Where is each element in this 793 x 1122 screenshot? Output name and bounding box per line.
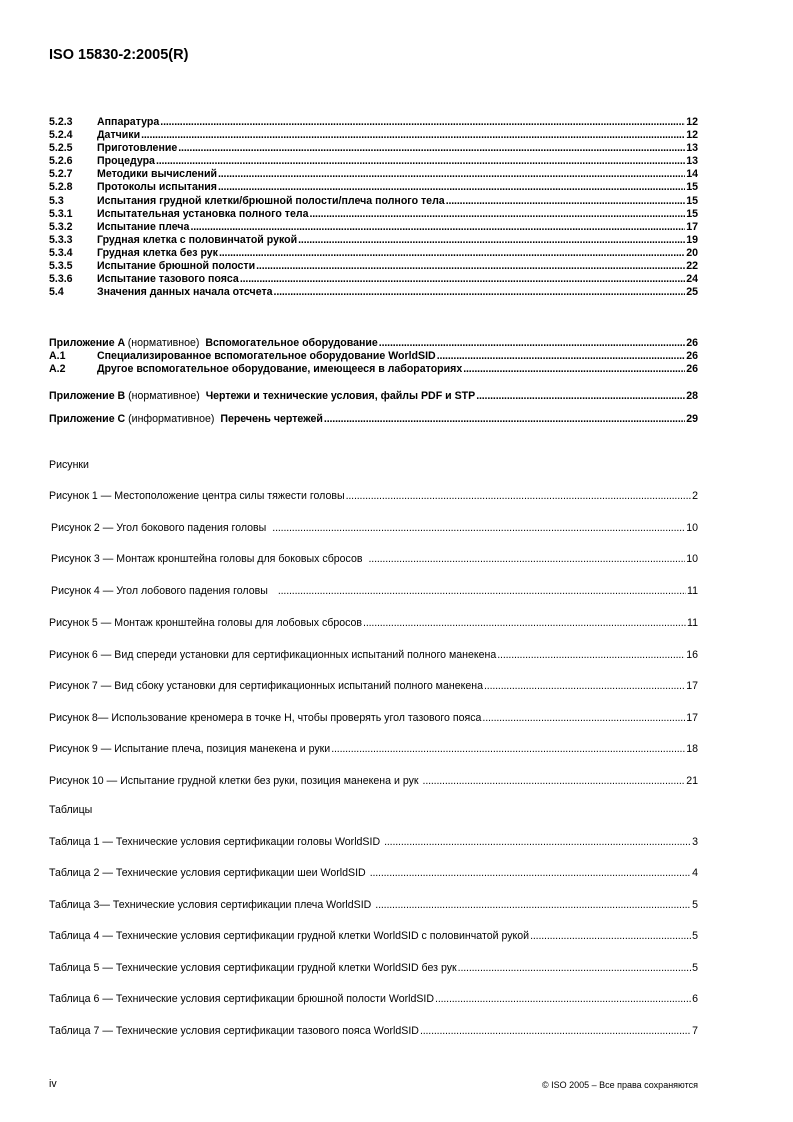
- annex-title: Чертежи и технические условия, файлы PDF и STP: [205, 390, 476, 402]
- dot-leader: [463, 363, 685, 376]
- dot-leader: [240, 273, 685, 286]
- page-number: 12: [686, 116, 698, 128]
- toc-entry[interactable]: [49, 234, 698, 247]
- page-number: 16: [686, 649, 698, 661]
- table-title: Таблица 4 — Технические условия сертификации грудной клетки WorldSID с половинчатой рукой: [49, 930, 530, 942]
- dot-leader: [331, 743, 685, 756]
- toc-entry[interactable]: [49, 363, 698, 376]
- dot-leader: [363, 617, 686, 630]
- toc-entry-annex-c[interactable]: [49, 413, 698, 426]
- figure-title: Рисунок 10 — Испытание грудной клетки без руки, позиция манекена и рук: [49, 775, 419, 787]
- page-number: 2: [692, 490, 698, 502]
- annex-title-group: [49, 337, 378, 350]
- page-number: 26: [686, 363, 698, 376]
- annex-label: Приложение B: [49, 390, 126, 402]
- dot-leader: [218, 168, 685, 181]
- page-number: 29: [686, 413, 698, 425]
- annex-kind: (нормативное): [127, 337, 200, 349]
- dot-leader: [530, 930, 691, 943]
- tables-heading: Таблицы: [49, 804, 93, 816]
- figure-title: Рисунок 9 — Испытание плеча, позиция манекена и руки: [49, 743, 331, 755]
- page-number: 17: [686, 712, 698, 724]
- section-number: A.2: [49, 363, 66, 376]
- figure-title: Рисунок 5 — Монтаж кронштейна головы для лобовых сбросов: [49, 617, 363, 629]
- document-id-header: ISO 15830-2:2005(R): [49, 47, 189, 63]
- page-number: 21: [686, 775, 698, 787]
- section-number: 5.3: [49, 194, 64, 207]
- toc-entry[interactable]: [49, 350, 698, 363]
- section-number: 5.2.5: [49, 142, 73, 155]
- page-number: 14: [686, 168, 698, 181]
- page-number: 15: [686, 181, 698, 194]
- page-number: 13: [686, 142, 698, 155]
- dot-leader: [256, 260, 685, 273]
- table-title: Таблица 2 — Технические условия сертификации шеи WorldSID: [49, 867, 366, 879]
- page-number: 20: [686, 246, 698, 259]
- figure-entry[interactable]: [49, 490, 698, 503]
- figure-title: Рисунок 1 — Местоположение центра силы тяжести головы: [49, 490, 345, 502]
- section-number: 5.4: [49, 286, 64, 299]
- dot-leader: [298, 234, 685, 247]
- figure-title: Рисунок 6 — Вид спереди установки для сертификационных испытаний полного манекена: [49, 649, 497, 661]
- toc-entry[interactable]: [49, 181, 698, 194]
- toc-entry[interactable]: [49, 129, 698, 142]
- dot-leader: [458, 962, 691, 975]
- figure-entry[interactable]: [49, 712, 698, 725]
- figure-title: Рисунок 4 — Угол лобового падения головы: [51, 585, 268, 597]
- page-number: 24: [686, 273, 698, 286]
- annex-kind: (информативное): [128, 413, 215, 425]
- section-title: Приготовление: [97, 142, 178, 155]
- section-number: 5.2.4: [49, 129, 73, 142]
- toc-entry[interactable]: [49, 208, 698, 221]
- dot-leader: [446, 195, 686, 208]
- dot-leader: [476, 390, 685, 403]
- section-title: Значения данных начала отсчета: [97, 286, 273, 299]
- page-number: 13: [686, 155, 698, 168]
- page-number: 3: [692, 836, 698, 848]
- toc-entry[interactable]: [49, 247, 698, 260]
- page-number: 18: [686, 743, 698, 755]
- table-entry[interactable]: [49, 867, 698, 880]
- section-title: Специализированное вспомогательное оборудование WorldSID: [97, 350, 436, 363]
- dot-leader: [379, 337, 685, 350]
- table-entry[interactable]: [49, 962, 698, 975]
- figure-entry[interactable]: [49, 649, 698, 662]
- annex-label: Приложение A: [49, 337, 125, 349]
- dot-leader: [369, 553, 686, 566]
- page-number: 11: [687, 617, 698, 629]
- section-number: 5.2.8: [49, 181, 73, 194]
- page-number: 11: [687, 585, 698, 597]
- table-title: Таблица 6 — Технические условия сертификации брюшной полости WorldSID: [49, 993, 435, 1005]
- dot-leader: [437, 350, 686, 363]
- dot-leader: [160, 116, 685, 129]
- toc-entry-annex-b[interactable]: [49, 390, 698, 403]
- section-number: 5.3.5: [49, 260, 73, 273]
- dot-leader: [484, 680, 685, 693]
- page-number: 19: [686, 233, 698, 246]
- dot-leader: [346, 490, 691, 503]
- toc-entry[interactable]: [49, 168, 698, 181]
- figure-entry[interactable]: [49, 617, 698, 630]
- toc-entry-annex-a[interactable]: [49, 337, 698, 350]
- section-title: Процедура: [97, 155, 155, 168]
- toc-entry[interactable]: [49, 195, 698, 208]
- annex-label: Приложение C: [49, 413, 126, 425]
- table-entry[interactable]: [49, 899, 698, 912]
- figure-entry[interactable]: [49, 585, 698, 598]
- dot-leader: [219, 247, 685, 260]
- page-number: 25: [686, 286, 698, 299]
- toc-entry[interactable]: [49, 273, 698, 286]
- table-entry[interactable]: [49, 930, 698, 943]
- section-number: 5.2.3: [49, 116, 73, 128]
- section-number: 5.2.7: [49, 168, 73, 181]
- table-title: Таблица 5 — Технические условия сертификации грудной клетки WorldSID без рук: [49, 962, 457, 974]
- dot-leader: [497, 649, 685, 662]
- section-number: 5.3.1: [49, 207, 73, 220]
- footer-copyright: © ISO 2005 – Все права сохраняются: [541, 1080, 698, 1090]
- figure-entry[interactable]: [49, 743, 698, 756]
- section-number: 5.2.6: [49, 155, 73, 168]
- dot-leader: [190, 221, 685, 234]
- page-number: 12: [686, 129, 698, 142]
- figure-title: Рисунок 7 — Вид сбоку установки для сертификационных испытаний полного манекена: [49, 680, 483, 692]
- section-title: Испытание плеча: [97, 220, 190, 233]
- toc-annex-a: [49, 337, 698, 376]
- dot-leader: [141, 129, 685, 142]
- section-title: Испытания грудной клетки/брюшной полости/плеча полного тела: [97, 194, 445, 207]
- toc-annex-b: [49, 390, 698, 403]
- page-number: 26: [686, 337, 698, 349]
- dot-leader: [218, 181, 685, 194]
- annex-title: Вспомогательное оборудование: [205, 337, 378, 349]
- toc-entry[interactable]: [49, 221, 698, 234]
- figures-heading: Рисунки: [49, 459, 89, 471]
- page-number: 17: [686, 220, 698, 233]
- page-number: 28: [686, 390, 698, 402]
- toc-entry[interactable]: [49, 155, 698, 168]
- figure-entry[interactable]: [49, 680, 698, 693]
- page-number: 22: [686, 260, 698, 273]
- page-number: 17: [686, 680, 698, 692]
- toc-entry[interactable]: [49, 260, 698, 273]
- dot-leader: [482, 712, 685, 725]
- page-number: 5: [692, 899, 698, 911]
- annex-title-group: [49, 390, 475, 403]
- figure-title: Рисунок 2 — Угол бокового падения головы: [51, 522, 267, 534]
- dot-leader: [420, 1025, 691, 1038]
- page-number: 7: [692, 1025, 698, 1037]
- annex-title: Перечень чертежей: [220, 413, 323, 425]
- page-number: 5: [692, 962, 698, 974]
- page-number: 15: [686, 207, 698, 220]
- page-number: 6: [692, 993, 698, 1005]
- section-title: Грудная клетка с половинчатой рукой: [97, 233, 298, 246]
- page-number: 5: [692, 930, 698, 942]
- dot-leader: [370, 867, 691, 880]
- table-title: Таблица 1 — Технические условия сертификации головы WorldSID: [49, 836, 381, 848]
- page-number: 10: [686, 522, 698, 534]
- section-title: Протоколы испытания: [97, 181, 217, 194]
- section-number: 5.3.4: [49, 246, 73, 259]
- toc-entry[interactable]: [49, 286, 698, 299]
- table-entry[interactable]: [49, 836, 698, 849]
- dot-leader: [309, 208, 685, 221]
- figure-entry[interactable]: [49, 775, 698, 788]
- dot-leader: [423, 775, 686, 788]
- dot-leader: [324, 413, 685, 426]
- table-entry[interactable]: [49, 1025, 698, 1038]
- dot-leader: [156, 155, 685, 168]
- toc-annex-c: [49, 413, 698, 426]
- annex-kind: (нормативное): [128, 390, 200, 402]
- page-number: 10: [686, 553, 698, 565]
- section-title: Испытание брюшной полости: [97, 260, 256, 273]
- figure-entry[interactable]: [49, 522, 698, 535]
- section-title: Другое вспомогательное оборудование, имеющееся в лабораториях: [97, 363, 463, 376]
- section-title: Датчики: [97, 129, 141, 142]
- dot-leader: [278, 585, 686, 598]
- section-number: 5.3.6: [49, 273, 73, 286]
- dot-leader: [375, 899, 691, 912]
- dot-leader: [274, 286, 686, 299]
- toc-entry[interactable]: [49, 142, 698, 155]
- dot-leader: [178, 142, 685, 155]
- annex-title-group: [49, 413, 323, 426]
- page-number: 26: [686, 350, 698, 363]
- table-title: Таблица 3— Технические условия сертификации плеча WorldSID: [49, 899, 372, 911]
- dot-leader: [272, 522, 685, 535]
- figure-title: Рисунок 8— Использование кренoмера в точке H, чтобы проверять угол тазового пояса: [49, 712, 482, 724]
- table-entry[interactable]: [49, 993, 698, 1006]
- section-title: Методики вычислений: [97, 168, 217, 181]
- dot-leader: [384, 836, 691, 849]
- figure-entry[interactable]: [49, 553, 698, 566]
- section-number: A.1: [49, 350, 66, 363]
- section-number: 5.3.3: [49, 233, 73, 246]
- section-title: Испытательная установка полного тела: [97, 207, 309, 220]
- dot-leader: [435, 993, 691, 1006]
- section-title: Испытание тазового пояса: [97, 273, 239, 286]
- toc-entry[interactable]: [49, 116, 698, 129]
- toc-sections: [49, 116, 698, 299]
- section-number: 5.3.2: [49, 220, 73, 233]
- footer-page-number: iv: [49, 1078, 57, 1090]
- table-title: Таблица 7 — Технические условия сертификации тазового пояса WorldSID: [49, 1025, 419, 1037]
- page-number: 4: [692, 867, 698, 879]
- section-title: Грудная клетка без рук: [97, 246, 218, 259]
- section-title: Аппаратура: [97, 116, 160, 128]
- figure-title: Рисунок 3 — Монтаж кронштейна головы для боковых сбросов: [51, 553, 363, 565]
- page-number: 15: [686, 194, 698, 207]
